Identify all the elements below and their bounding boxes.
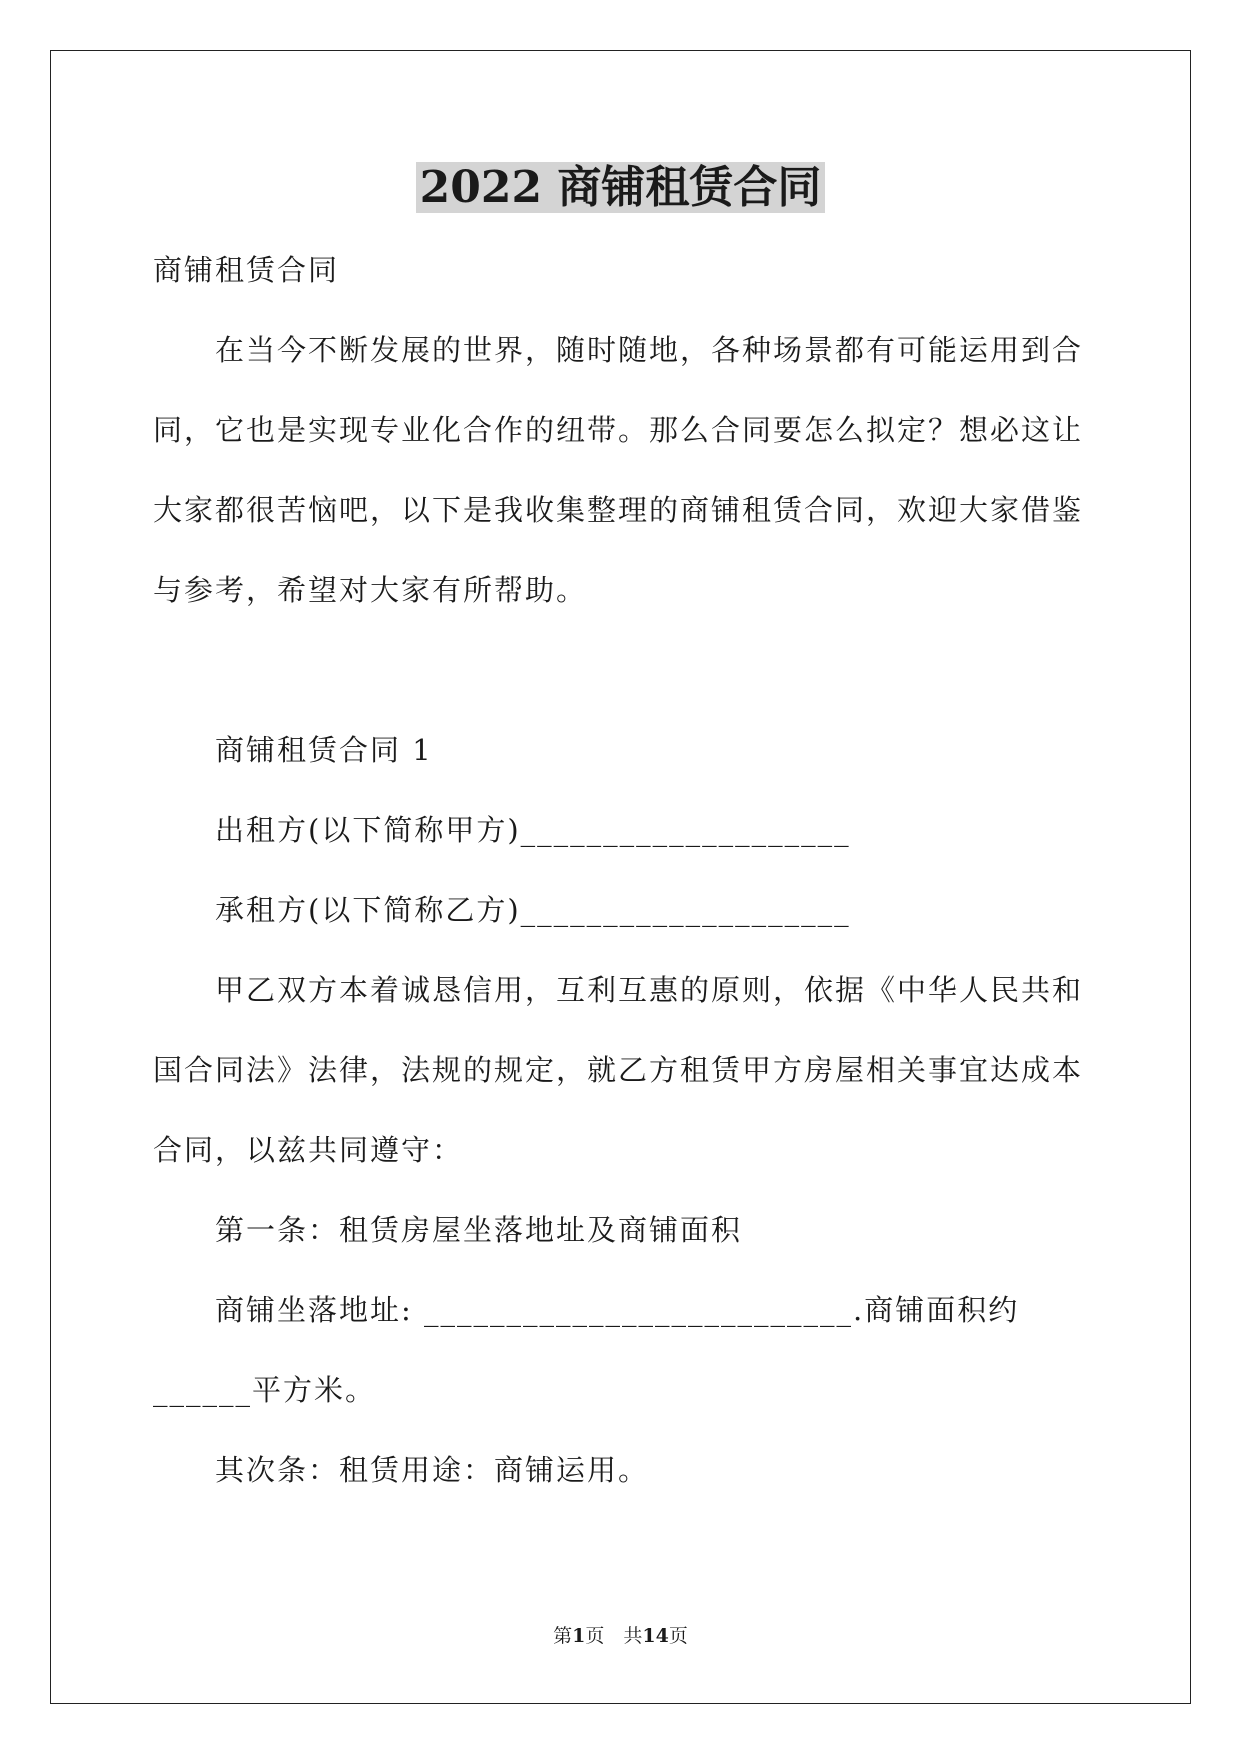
document-body <box>153 230 1093 1510</box>
paragraph-principles: 甲乙双方本着诚恳信用，互利互惠的原则，依据《中华人民共和国合同法》法律，法规的规定，就乙方租赁甲方房屋相关事宜达成本合同，以兹共同遵守： <box>153 973 1084 1167</box>
paragraph-subtitle: 商铺租赁合同 <box>153 253 340 287</box>
page-suffix: 页 <box>668 1625 688 1647</box>
paragraph-contract-heading: 商铺租赁合同 1 <box>215 733 433 767</box>
paragraph-address: 商铺坐落地址: __________________________.商铺面积约______平方米。 <box>153 1293 1020 1407</box>
paragraph-article-1: 第一条：租赁房屋坐落地址及商铺面积 <box>215 1213 743 1247</box>
paragraph-lessor: 出租方(以下简称甲方)____________________ <box>215 813 851 847</box>
document-title-text: 2022 商铺租赁合同 <box>416 162 826 213</box>
page-mid: 页 共 <box>585 1625 643 1647</box>
paragraph-intro: 在当今不断发展的世界，随时随地，各种场景都有可能运用到合同，它也是实现专业化合作的纽带。那么合同要怎么拟定？想必这让大家都很苦恼吧，以下是我收集整理的商铺租赁合同，欢迎大家借鉴与参考，希望对大家有所帮助。 <box>153 333 1084 607</box>
paragraph-spacer <box>153 630 1093 710</box>
page-prefix: 第 <box>553 1625 573 1647</box>
page-total: 14 <box>642 1625 669 1647</box>
page-number <box>0 1622 1241 1650</box>
paragraph-lessee: 承租方(以下简称乙方)____________________ <box>215 893 851 927</box>
paragraph-article-2: 其次条：租赁用途：商铺运用。 <box>215 1453 650 1487</box>
document-title <box>0 158 1241 218</box>
page-current: 1 <box>572 1625 586 1647</box>
